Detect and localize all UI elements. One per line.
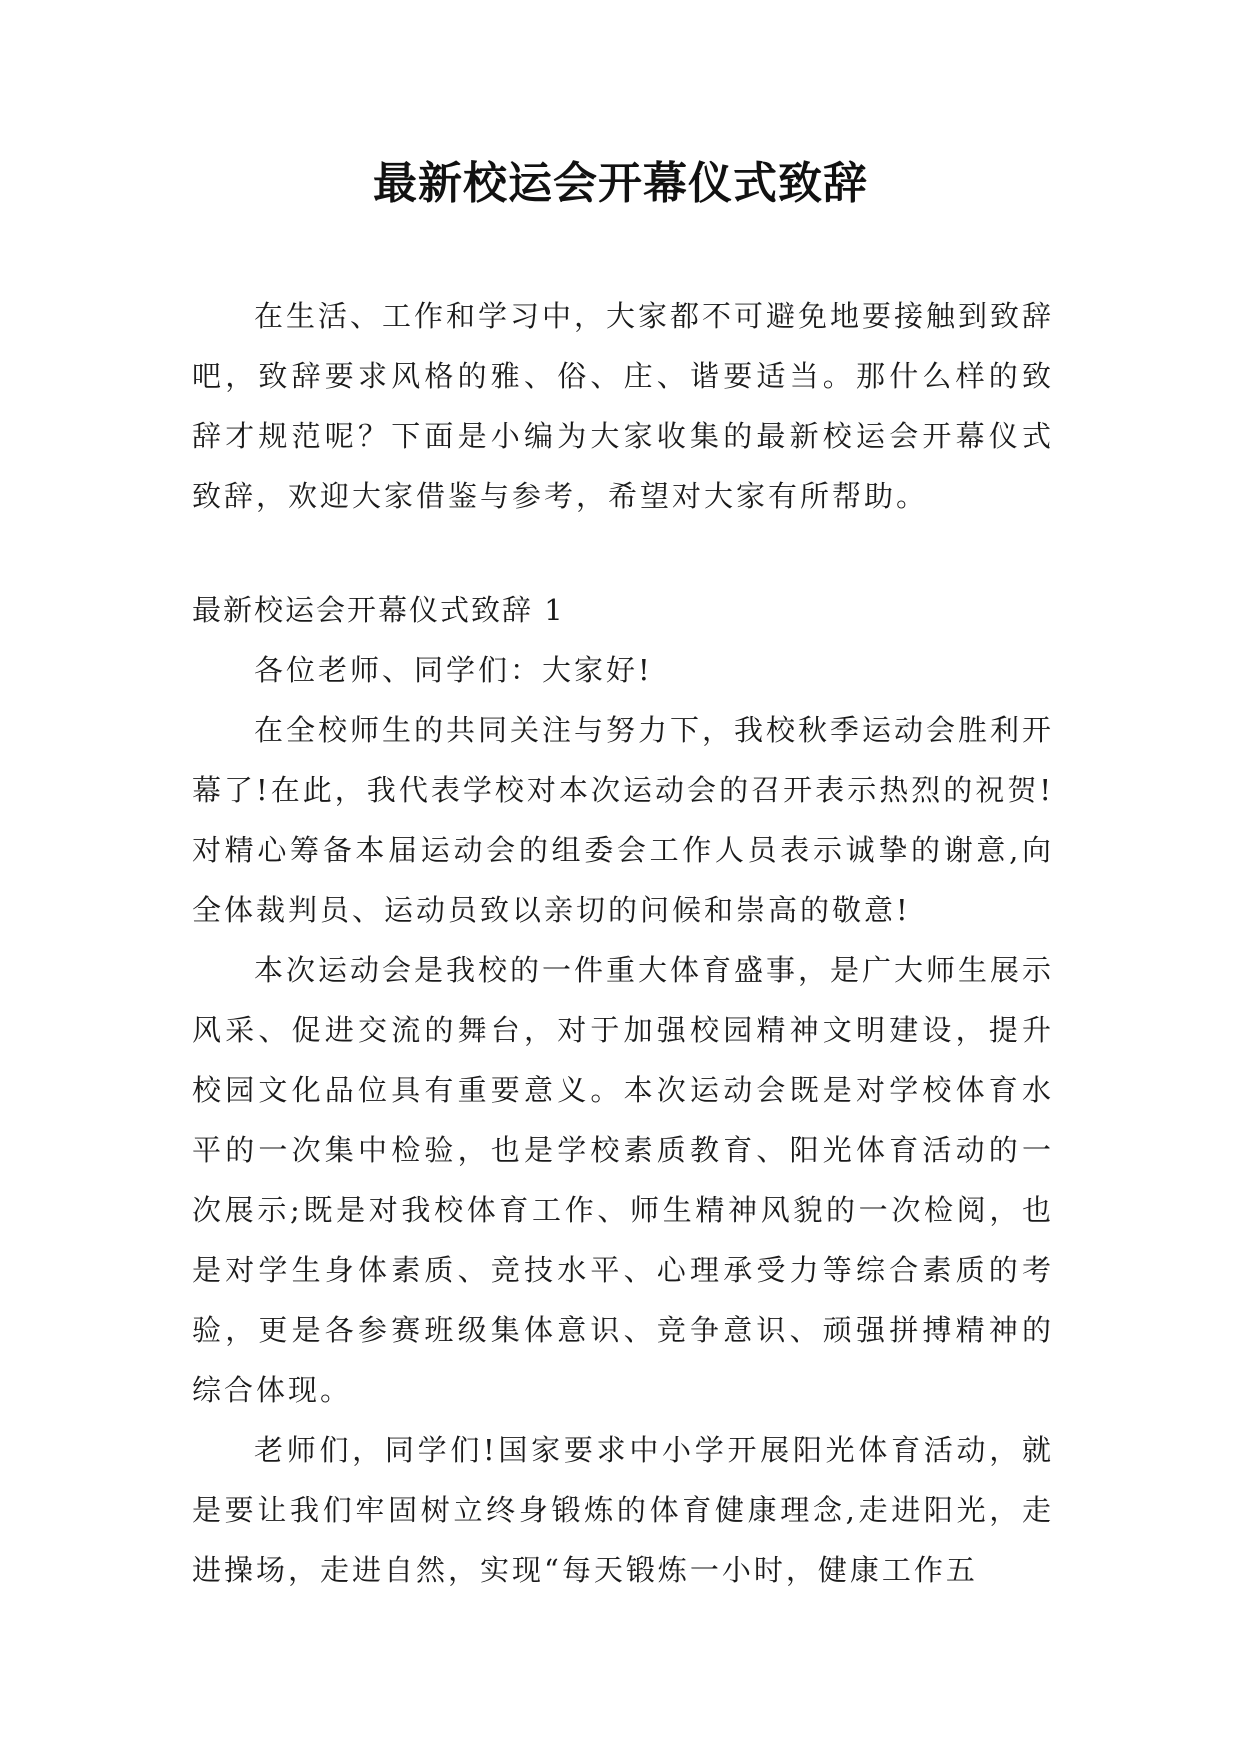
intro-block bbox=[192, 286, 1054, 526]
speech-body bbox=[192, 580, 1054, 1600]
body-paragraph: 本次运动会是我校的一件重大体育盛事，是广大师生展示风采、促进交流的舞台，对于加强校园精神文明建设，提升校园文化品位具有重要意义。本次运动会既是对学校体育水平的一次集中检验，也是学校素质教育、阳光体育活动的一次展示;既是对我校体育工作、师生精神风貌的一次检阅，也是对学生身体素质、竞技水平、心理承受力等综合素质的考验，更是各参赛班级集体意识、竞争意识、顽强拼搏精神的综合体现。 bbox=[192, 953, 1055, 1407]
document-title: 最新校运会开幕仪式致辞 bbox=[373, 158, 868, 209]
greeting-line: 各位老师、同学们：大家好! bbox=[254, 653, 653, 687]
intro-paragraph: 在生活、工作和学习中，大家都不可避免地要接触到致辞吧，致辞要求风格的雅、俗、庄、谐要适当。那什么样的致辞才规范呢？下面是小编为大家收集的最新校运会开幕仪式致辞，欢迎大家借鉴与参考，希望对大家有所帮助。 bbox=[192, 299, 1055, 513]
body-paragraph: 老师们，同学们!国家要求中小学开展阳光体育活动，就是要让我们牢固树立终身锻炼的体育健康理念,走进阳光，走进操场，走进自然，实现“每天锻炼一小时，健康工作五 bbox=[192, 1433, 1054, 1587]
section-heading: 最新校运会开幕仪式致辞 1 bbox=[192, 593, 565, 627]
body-paragraph: 在全校师生的共同关注与努力下，我校秋季运动会胜利开幕了!在此，我代表学校对本次运动会的召开表示热烈的祝贺!对精心筹备本届运动会的组委会工作人员表示诚挚的谢意,向全体裁判员、运动员致以亲切的问候和崇高的敬意! bbox=[192, 713, 1055, 927]
